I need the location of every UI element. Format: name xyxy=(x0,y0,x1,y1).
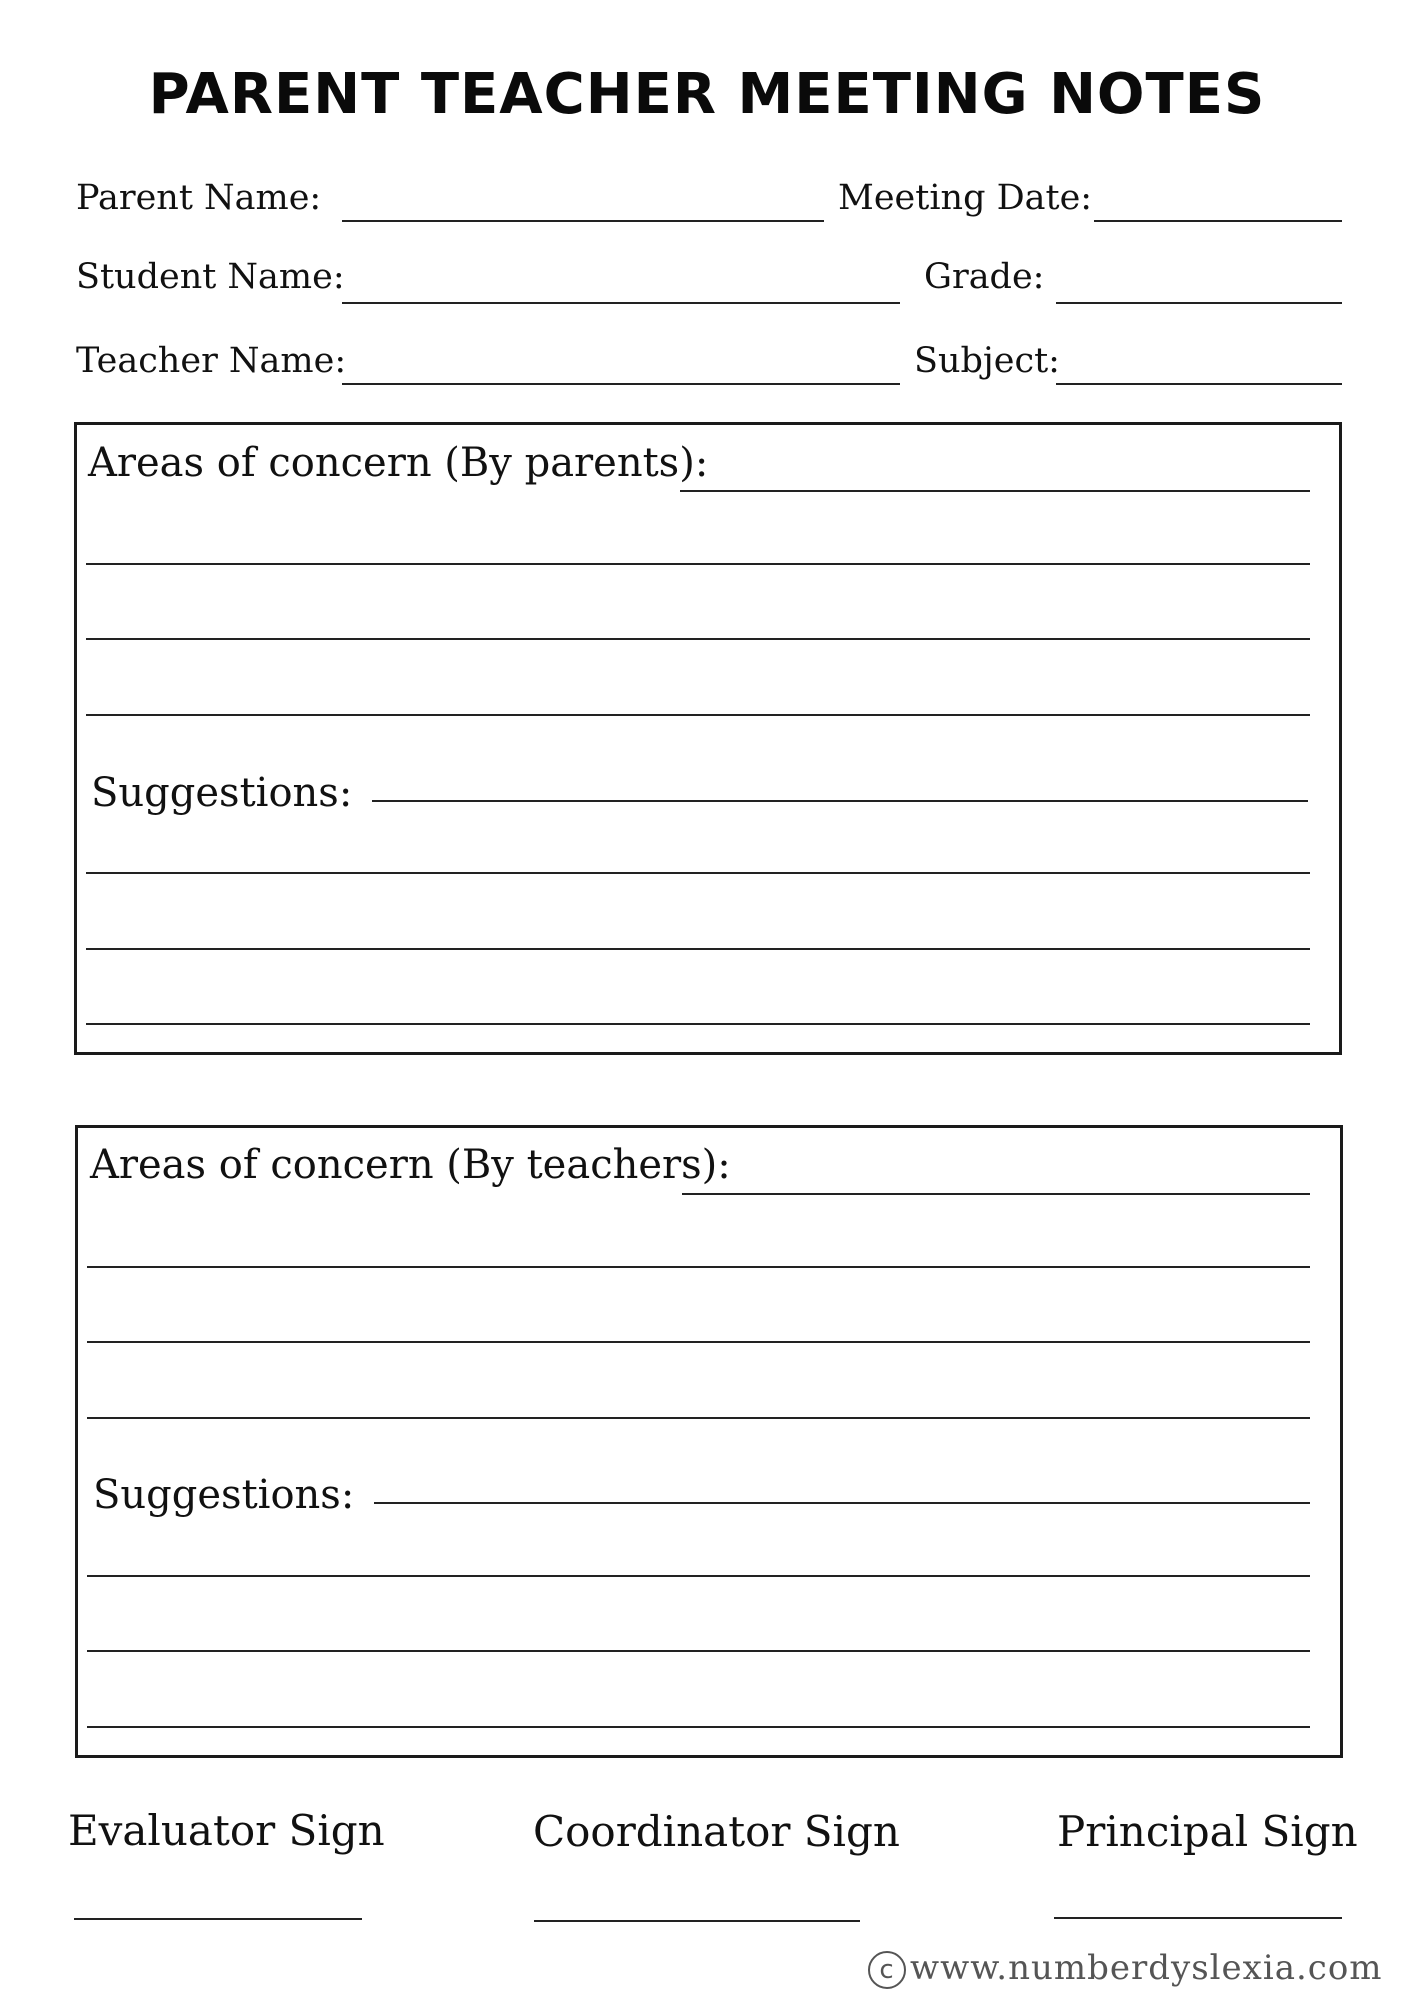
teachers-suggestions-line-3[interactable] xyxy=(87,1650,1310,1652)
coordinator-sign-label: Coordinator Sign xyxy=(533,1807,900,1856)
teachers-concern-line-3[interactable] xyxy=(87,1341,1310,1343)
teachers-concern-line-1[interactable] xyxy=(682,1193,1310,1195)
teachers-concern-line-2[interactable] xyxy=(87,1266,1310,1268)
student-name-field[interactable] xyxy=(342,302,900,304)
footer-website[interactable] xyxy=(868,1948,1383,1989)
subject-field[interactable] xyxy=(1056,383,1342,385)
parents-suggestions-line-2[interactable] xyxy=(86,872,1310,874)
parent-name-field[interactable] xyxy=(342,220,824,222)
principal-sign-label: Principal Sign xyxy=(1057,1807,1358,1856)
grade-label: Grade: xyxy=(924,257,1045,297)
parents-concern-line-3[interactable] xyxy=(86,638,1310,640)
teacher-name-field[interactable] xyxy=(342,383,900,385)
parents-suggestions-line-4[interactable] xyxy=(86,1023,1310,1025)
parents-suggestions-line-1[interactable] xyxy=(372,800,1308,802)
page-title: PARENT TEACHER MEETING NOTES xyxy=(148,62,1266,127)
parents-suggestions-line-3[interactable] xyxy=(86,948,1310,950)
principal-sign-line[interactable] xyxy=(1054,1917,1342,1919)
teachers-suggestions-line-4[interactable] xyxy=(87,1726,1310,1728)
parents-concern-line-1[interactable] xyxy=(680,490,1310,492)
meeting-date-label: Meeting Date: xyxy=(838,178,1093,218)
coordinator-sign-line[interactable] xyxy=(534,1920,860,1922)
parents-concern-box xyxy=(74,422,1342,1055)
parents-concern-label: Areas of concern (By parents): xyxy=(88,440,709,486)
parent-name-label: Parent Name: xyxy=(76,178,322,218)
evaluator-sign-label: Evaluator Sign xyxy=(68,1806,385,1855)
teachers-concern-box xyxy=(75,1125,1343,1758)
subject-label: Subject: xyxy=(914,341,1060,381)
parents-suggestions-label: Suggestions: xyxy=(91,770,353,816)
website-text: www.numberdyslexia.com xyxy=(910,1948,1383,1988)
teachers-concern-line-4[interactable] xyxy=(87,1417,1310,1419)
parents-concern-line-4[interactable] xyxy=(86,714,1310,716)
grade-field[interactable] xyxy=(1056,302,1342,304)
teachers-suggestions-line-1[interactable] xyxy=(374,1502,1310,1504)
copyright-icon: c xyxy=(868,1951,906,1989)
teachers-concern-label: Areas of concern (By teachers): xyxy=(90,1142,731,1188)
student-name-label: Student Name: xyxy=(76,257,345,297)
parents-concern-line-2[interactable] xyxy=(86,563,1310,565)
teacher-name-label: Teacher Name: xyxy=(76,341,347,381)
teachers-suggestions-line-2[interactable] xyxy=(87,1575,1310,1577)
meeting-date-field[interactable] xyxy=(1094,220,1342,222)
teachers-suggestions-label: Suggestions: xyxy=(93,1472,355,1518)
evaluator-sign-line[interactable] xyxy=(74,1918,362,1920)
